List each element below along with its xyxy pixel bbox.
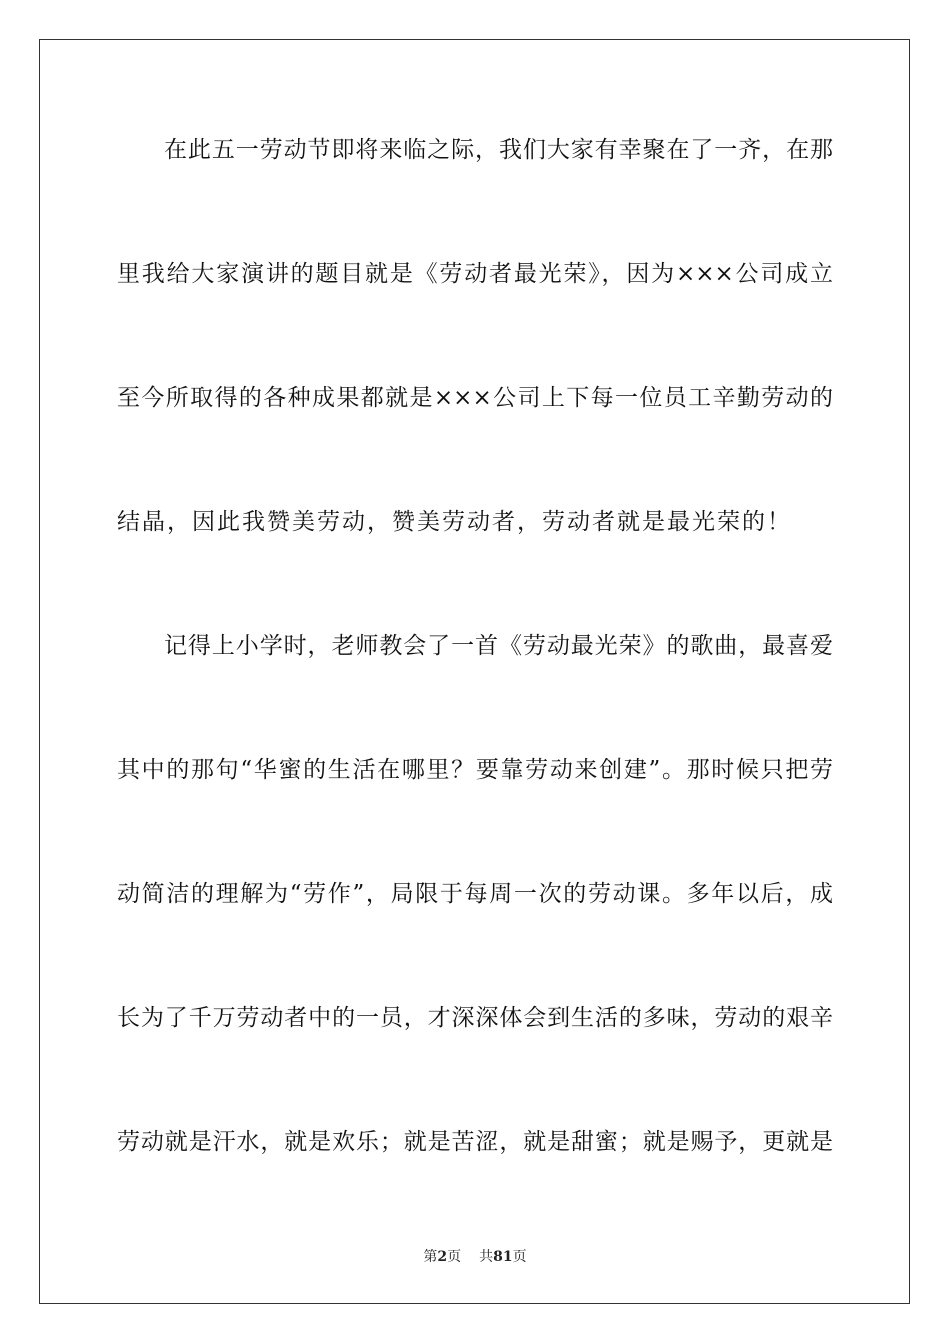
- total-suffix: 页: [512, 1249, 527, 1265]
- page-footer: [0, 1246, 950, 1266]
- paragraph-2-line-3: 动简洁的理解为“劳作”，局限于每周一次的劳动课。多年以后，成: [117, 881, 833, 907]
- paragraph-1-line-4: 结晶，因此我赞美劳动，赞美劳动者，劳动者就是最光荣的！: [117, 509, 792, 535]
- total-pages: 81: [493, 1249, 513, 1265]
- paragraph-1-line-2: 里我给大家演讲的题目就是《劳动者最光荣》，因为×××公司成立: [117, 261, 833, 287]
- total-prefix: 共: [479, 1249, 494, 1265]
- page-prefix: 第: [423, 1249, 438, 1265]
- paragraph-1-line-1: 在此五一劳动节即将来临之际，我们大家有幸聚在了一齐，在那: [164, 137, 833, 163]
- paragraph-2-line-4: 长为了千万劳动者中的一员，才深深体会到生活的多味，劳动的艰辛: [117, 1005, 833, 1031]
- page-border: [39, 39, 910, 1304]
- page-suffix: 页: [447, 1249, 462, 1265]
- paragraph-1-line-3: 至今所取得的各种成果都就是×××公司上下每一位员工辛勤劳动的: [117, 385, 833, 411]
- paragraph-2-line-5: 劳动就是汗水，就是欢乐；就是苦涩，就是甜蜜；就是赐予，更就是: [117, 1129, 833, 1155]
- page-number: 2: [437, 1249, 448, 1265]
- paragraph-2-line-1: 记得上小学时，老师教会了一首《劳动最光荣》的歌曲，最喜爱: [164, 633, 833, 659]
- paragraph-2-line-2: 其中的那句“华蜜的生活在哪里？要靠劳动来创建”。那时候只把劳: [117, 757, 833, 783]
